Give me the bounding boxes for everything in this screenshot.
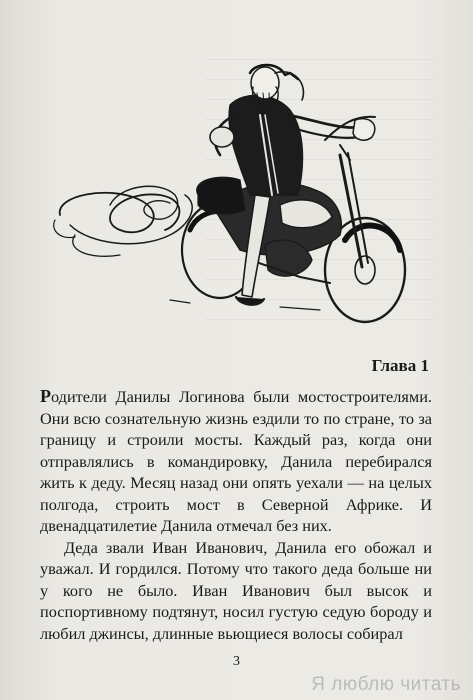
- chapter-text: [40, 386, 432, 644]
- paragraph: Родители Данилы Логинова были мостостроителями. Они всю сознательную жизнь ездили то по стране, то за границу и строили мосты. Каждый раз, когда они отправлялись в командировку, Данила перебирался жить к деду. Месяц назад они опять уехали — на целых полгода, строить мост в Северной Африке. И двенадцатилетие Данила отмечал без них.: [40, 386, 432, 535]
- biker-illustration: [50, 45, 420, 330]
- page-number: 3: [233, 654, 240, 669]
- watermark: Я люблю читать: [311, 674, 461, 695]
- paragraph: Деда звали Иван Иванович, Данила его обожал и уважал. И гордился. Потому что такого деда больше ни у кого не было. Иван Иванович был высок и поспортивному подтянут, носил густую седую бороду и любил джинсы, длинные вьющиеся волосы собирал: [40, 537, 432, 643]
- chapter-title: Глава 1: [371, 356, 429, 375]
